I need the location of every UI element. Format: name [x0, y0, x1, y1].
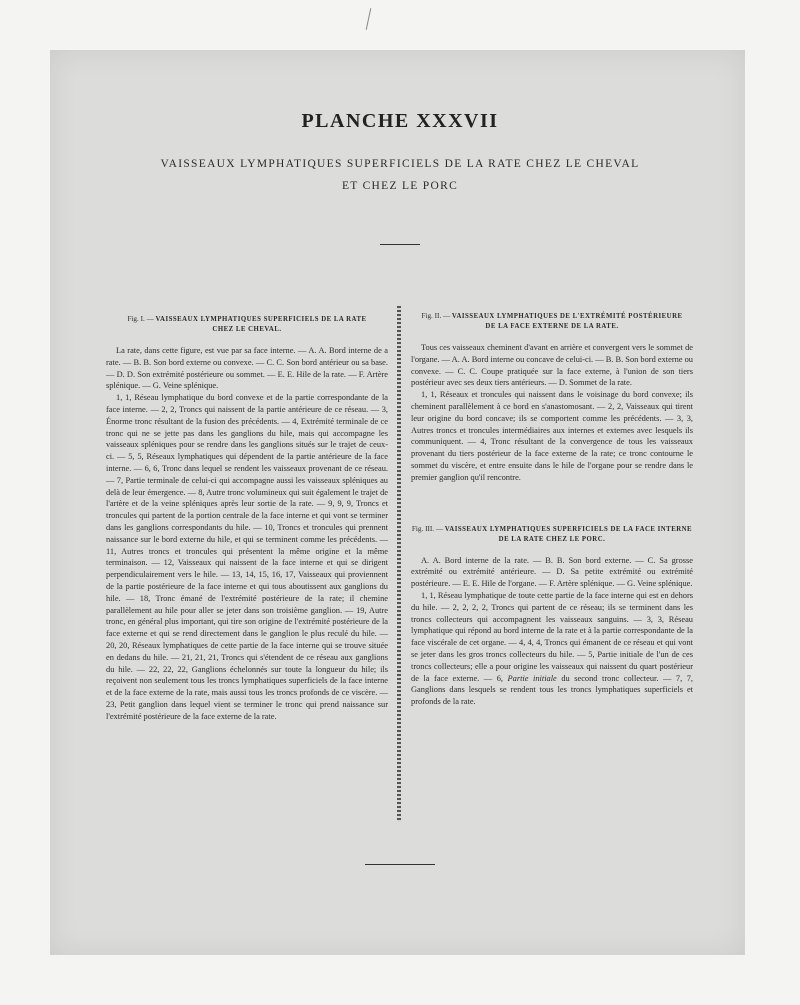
- figure-3-caption-line2: DE LA RATE CHEZ LE PORC.: [498, 535, 606, 543]
- bottom-rule: [365, 864, 435, 865]
- figure-1-caption: [106, 314, 388, 335]
- figure-3-legend-paragraph: A. A. Bord interne de la rate. — B. B. Son bord externe. — C. Sa grosse extrémité ou extrémité antérieure. — D. Sa petite extrémité ou extrémité postérieure. — E. E. Hile de l'organe. — F. Artère splénique. — G. Veine splénique.: [411, 555, 693, 589]
- column-divider: [397, 306, 401, 822]
- plate-subtitle-line2: ET CHEZ LE PORC: [341, 180, 459, 192]
- figure-1-caption-line2: CHEZ LE CHEVAL.: [212, 326, 282, 333]
- figure-2-3-column: [411, 311, 693, 708]
- figure-1-label: Fig. I. —: [127, 315, 154, 323]
- figure-3-legend-text: 1, 1, Réseau lymphatique de toute cette partie de la face interne qui est en dehors du hile. — 2, 2, 2, 2, Troncs qui partent de ce réseau; ils se terminent dans les troncs collecteurs qui accompagnent les vaisseaux sanguins. — 3, 3, Réseau lymphatique qui répond au bord interne de la rate et à la partie correspondante de la face viscérale de cet organe. — 4, 4, 4, Troncs qui émanent de ce réseau et qui vont se jeter dans les gros troncs collecteurs du hile. — 5, Partie initiale de l'un de ces troncs collecteurs; elle a pour origine les vaisseaux qui naissent du quart postérieur de la face externe. — 6,: [411, 590, 693, 683]
- figure-3-label: Fig. III. —: [411, 524, 444, 533]
- figure-1-column: [106, 314, 388, 723]
- figure-2-caption: [411, 311, 693, 332]
- figure-3-caption: [411, 524, 693, 545]
- figure-2-legend-paragraph: 1, 1, Réseaux et troncules qui naissent dans le voisinage du bord convexe; ils cheminent parallèlement à ce bord en s'anastomosant. — 2, 2, Vaisseaux qui tirent leur origine du bord concave; ils se comportent comme les précédents. — 3, 3, Autres troncs et troncules intermédiaires aux internes et externes avec lesquels ils communiquent. — 4, Tronc résultant de la convergence de tous les vaisseaux provenant du tiers postérieur de la face externe de la rate; ce tronc contourne le sommet du viscère, et entre ensuite dans le hile de l'organe pour se rendre dans le premier ganglion qu'il rencontre.: [411, 390, 693, 482]
- figure-1-legend-paragraph: La rate, dans cette figure, est vue par sa face interne. — A. A. Bord interne de a rate. — B. B. Son bord externe ou convexe. — C. C. Son bord antérieur ou sa base. — D. D. Son extrémité postérieure ou sommet. — E. E. Hile de la rate. — F. Artère splénique. — G. Veine splénique.: [106, 346, 388, 391]
- figure-3-section: [411, 524, 693, 708]
- pencil-mark: [366, 8, 372, 30]
- title-rule: [380, 244, 420, 245]
- figure-2-legend-paragraph: Tous ces vaisseaux cheminent d'avant en arrière et convergent vers le sommet de l'organe. — A. A. Bord interne ou concave de celui-ci. — B. B. Son bord externe ou convexe. — C. C. Coupe pratiquée sur la face externe, à l'union de son tiers postérieur avec ses deux tiers antérieurs. — D. Sommet de la rate.: [411, 343, 693, 388]
- plate-subtitle-line1: VAISSEAUX LYMPHATIQUES SUPERFICIELS DE LA RATE CHEZ LE CHEVAL: [160, 158, 640, 170]
- figure-2-caption-line1: VAISSEAUX LYMPHATIQUES DE L'EXTRÉMITÉ POSTÉRIEURE: [451, 313, 683, 320]
- figure-2-label: Fig. II. —: [421, 312, 451, 320]
- figure-1-caption-line1: VAISSEAUX LYMPHATIQUES SUPERFICIELS DE LA RATE: [155, 316, 367, 323]
- figure-3-caption-line1: VAISSEAUX LYMPHATIQUES SUPERFICIELS DE LA FACE INTERNE: [444, 525, 693, 533]
- figure-3-legend-tail: du second tronc collecteur. — 7, 7, Ganglions dans lesquels se rendent tous les troncs lymphatiques superficiels et profonds de la rate.: [411, 673, 693, 707]
- figure-1-legend-paragraph: 1, 1, Réseau lymphatique du bord convexe et de la partie correspondante de la face interne. — 2, 2, Troncs qui naissent de la partie antérieure de ce réseau. — 3, Énorme tronc résultant de la fusion des précédents. — 4, Extrémité terminale de ce tronc qui ne se jette pas dans les ganglions du hile, mais qui accompagne les vaisseaux spléniques pour se rendre dans les ganglions situés sur le trajet de ceux-ci. — 5, 5, Réseaux lymphatiques qui dépendent de la partie antérieure de la face interne. — 6, 6, Tronc dans lequel se rendent les vaisseaux provenant de ce réseau. — 7, Partie terminale de celui-ci qui accompagne aussi les vaisseaux spléniques au delà de leur émergence. — 8, Autre tronc volumineux qui suit également le trajet de l'artère et de la veine spléniques après leur sortie de la rate. — 9, 9, 9, Troncs et troncules qui partent de la portion centrale de la face interne et qui vont se terminer dans les ganglions correspondants du hile. — 10, Troncs et troncules qui prennent naissance sur le bord externe du hile, et qui se terminent comme les précédents. — 11, Autres troncs et troncules qui présentent la même origine et la même terminaison. — 12, Vaisseaux qui naissent de la face interne et qui se dirigent perpendiculairement vers le hile. — 13, 14, 15, 16, 17, Vaisseaux qui proviennent de la partie postérieure de la face interne et qui tous aboutissent aux ganglions du hile. — 18, Tronc émané de l'extrémité postérieure de la rate; il chemine parallèlement au hile pour aller se jeter dans son troisième ganglion. — 19, Autre tronc, en général plus important, qui tire son origine de l'extrémité postérieure de la face externe et qui se rend directement dans le ganglion le plus reculé du hile. — 20, 20, Réseaux lymphatiques de cette partie de la face interne qui se trouve située en dedans du hile. — 21, 21, 21, Troncs qui s'étendent de ce réseau aux ganglions du hile. — 22, 22, 22, Ganglions échelonnés sur toute la longueur du hile; ils reçoivent non seulement tous les troncs lymphatiques superficiels de la face interne et de la face externe de la rate, mais aussi tous les troncs profonds de ce viscère. — 23, Petit ganglion dans lequel vient se terminer le tronc qui prend naissance sur l'extrémité postérieure de la face externe de la rate.: [106, 393, 388, 721]
- plate-title: PLANCHE XXXVII: [301, 110, 499, 132]
- figure-3-legend-paragraph: [411, 590, 693, 708]
- figure-3-emphasis: Partie initiale: [507, 673, 557, 683]
- figure-2-caption-line2: DE LA FACE EXTERNE DE LA RATE.: [485, 323, 619, 330]
